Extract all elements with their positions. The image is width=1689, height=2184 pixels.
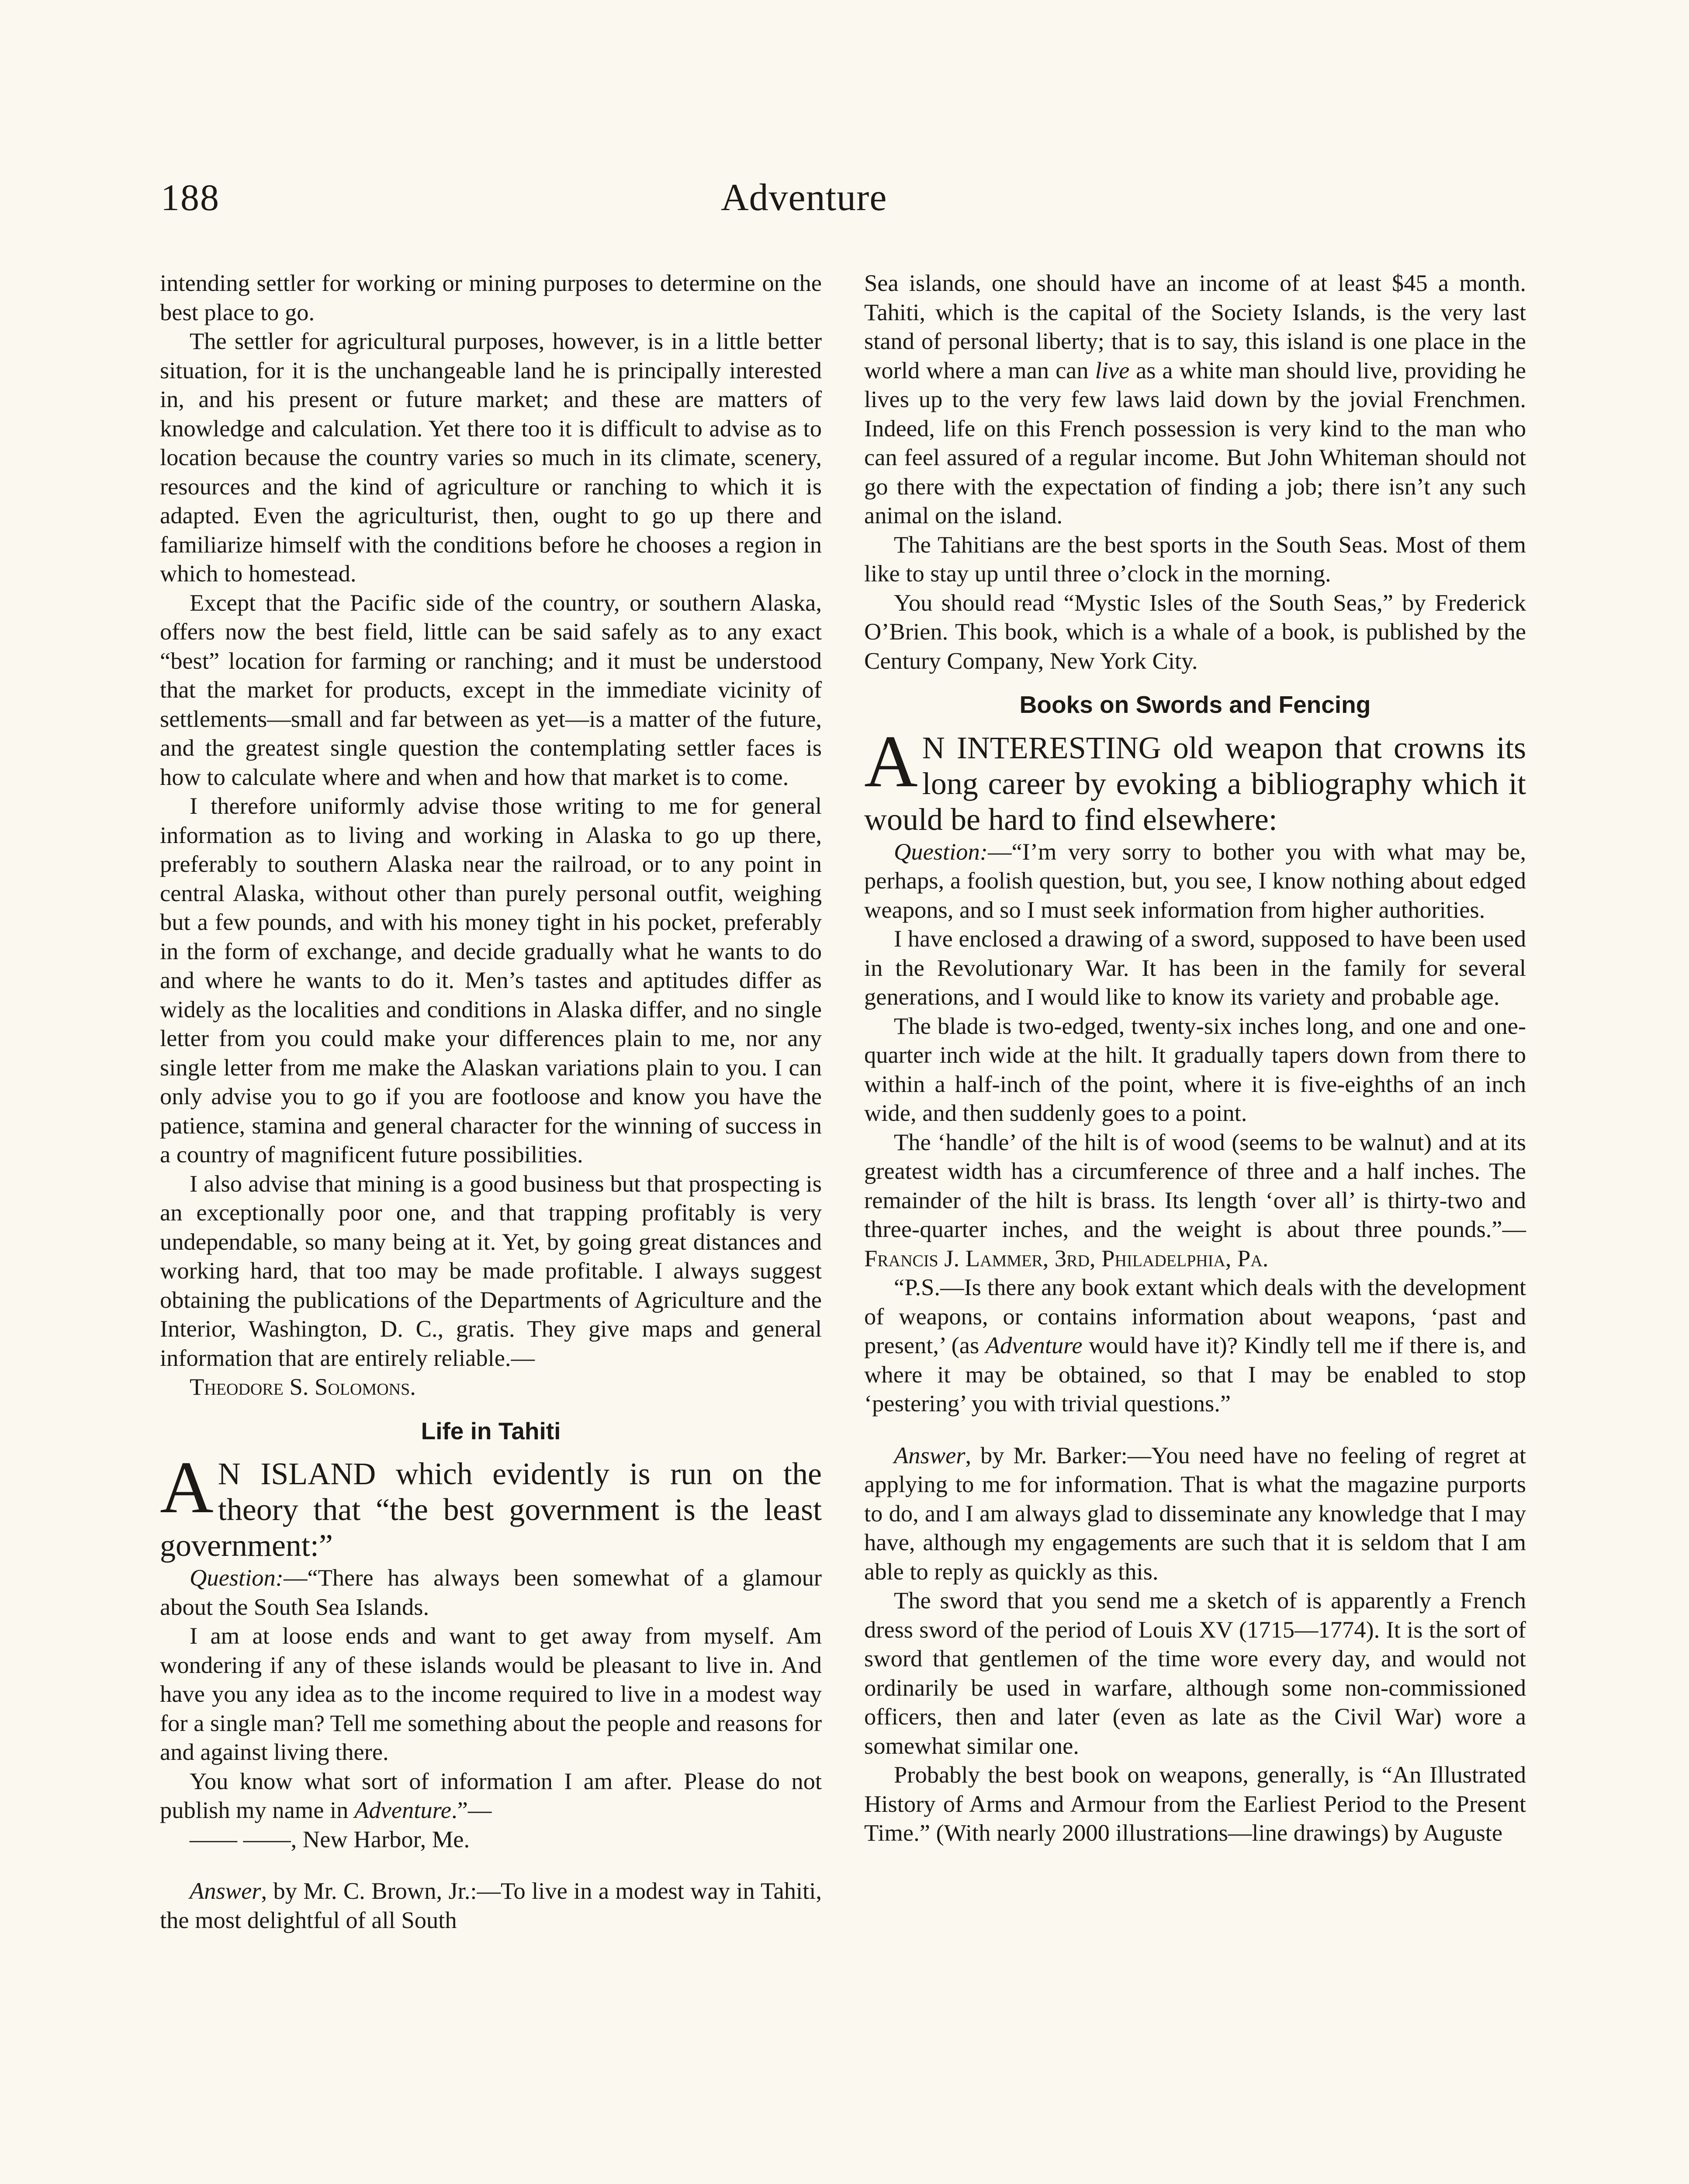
paragraph: —— ——, New Harbor, Me.	[190, 1825, 470, 1852]
paragraph	[864, 1273, 1526, 1418]
paragraph: intending settler for working or mining purposes to determine on the best place to go.	[160, 270, 822, 325]
running-head-title: Adventure	[721, 176, 887, 219]
section-lede	[864, 720, 1526, 837]
text: would have it)? Kindly tell me if there is, and where it may be obtained, so that I may be enabled to stop ‘pestering’ you with trivial questions.”	[864, 1332, 1526, 1417]
text: “P.S.—Is there any book extant which deals with the development of weapons, or contains information about weapons, ‘past and present,’ (as	[864, 1274, 1526, 1358]
question-label: Question:	[894, 838, 988, 865]
text: You know what sort of information I am after. Please do not publish my name in	[160, 1767, 822, 1823]
paragraph: Except that the Pacific side of the country, or southern Alaska, offers now the best field, little can be said safely as to any exact “best” location for farming or ranching; and it must be understood that the market for products, except in the immediate vicinity of settlements—small and far between as yet—is a matter of the future, and the greatest single question the contemplating settler faces is how to calculate where and when and how that market is to come.	[160, 589, 822, 790]
paragraph	[160, 1767, 822, 1825]
answer-paragraph	[864, 1441, 1526, 1586]
page-number: 188	[161, 176, 220, 218]
signature-name: Theodore S. Solomons.	[190, 1373, 416, 1400]
paragraph: Probably the best book on weapons, generally, is “An Illustrated History of Arms and Armour from the Earliest Period to the Present Time.” (With nearly 2000 illustrations—line drawings) by Auguste	[864, 1761, 1526, 1846]
italic-text: Adventure	[354, 1797, 452, 1823]
italic-text: Adventure	[985, 1332, 1083, 1358]
answer-label: Answer	[894, 1441, 966, 1469]
text: Sea islands, one should have an income of at least $45 a month. Tahiti, which is the capital of the Society Islands, is the very last stand of personal liberty; that is to say, this island is one place in the world where a man can	[864, 270, 1526, 384]
question-label: Question:	[190, 1564, 284, 1591]
paragraph: I also advise that mining is a good business but that prospecting is an exceptionally poor one, and that trapping profitably is very undependable, so many being at it. Yet, by going great distances and working hard, that too may be made profitable. I always suggest obtaining the publications of the Departments of Agriculture and the Interior, Washington, D. C., gratis. They give maps and general information that are entirely reliable.—	[160, 1170, 822, 1371]
paragraph: The blade is two-edged, twenty-six inches long, and one and one-quarter inch wide at the hilt. It gradually tapers down from there to within a half-inch of the point, where it is five-eighths of an inch wide, and then suddenly goes to a point.	[864, 1012, 1526, 1126]
text: .”—	[451, 1797, 492, 1823]
question-text: —“There has always been somewhat of a glamour about the South Sea Islands.	[160, 1564, 822, 1620]
lede-text: N INTERESTING old weapon that crowns its long career by evoking a bibliography which it would be hard to find elsewhere:	[864, 730, 1526, 837]
paragraph	[864, 1128, 1526, 1273]
text: as a white man should live, providing he lives up to the very few laws laid down by the jovial Frenchmen. Indeed, life on this French possession is very kind to the man who can feel assured of a regular income. But John Whiteman should not go there with the expectation of finding a job; there isn’t any such animal on the island.	[864, 356, 1526, 529]
question-text: —“I’m very sorry to bother you with what may be, perhaps, a foolish question, but, you see, I know nothing about edged weapons, and so I must seek information from higher authorities.	[864, 838, 1526, 923]
left-column	[160, 269, 822, 1935]
right-column	[864, 269, 1526, 1848]
paragraph: I therefore uniformly advise those writing to me for general information as to living and working in Alaska to go up there, preferably to southern Alaska near the railroad, or to any point in central Alaska, without other than purely personal outfit, weighing but a few pounds, and with his money tight in his pocket, preferably in the form of exchange, and decide gradually what he wants to do and where he wants to do it. Men’s tastes and aptitudes differ as widely as the localities and conditions in Alaska differ, and no single letter from you could make your differences plain to me, nor any single letter from me make the Alaskan variations plain to you. I can only advise you to go if you are footloose and know you have the patience, stamina and general character for the winning of success in a country of magnificent future possibilities.	[160, 792, 822, 1168]
question-paragraph	[864, 837, 1526, 925]
letter-signature: Francis J. Lammer, 3rd, Philadelphia, Pa.	[864, 1244, 1269, 1272]
section-lede	[160, 1446, 822, 1563]
drop-cap: A	[160, 1446, 214, 1528]
answer-text: , by Mr. C. Brown, Jr.:—To live in a modest way in Tahiti, the most delightful of all South	[160, 1877, 822, 1933]
signature	[160, 1372, 822, 1402]
answer-text: , by Mr. Barker:—You need have no feeling of regret at applying to me for information. That is what the magazine purports to do, and I am always glad to disseminate any knowledge that I may have, although my engagements are such that it is seldom that I am able to reply as quickly as this.	[864, 1441, 1526, 1585]
question-paragraph	[160, 1563, 822, 1621]
paragraph	[864, 269, 1526, 530]
paragraph: The sword that you send me a sketch of is apparently a French dress sword of the period of Louis XV (1715—1774). It is the sort of sword that gentlemen of the time wore every day, and would not ordinarily be used in warfare, although some non-commissioned officers, then and later (even as late as the Civil War) wore a somewhat similar one.	[864, 1587, 1526, 1759]
drop-cap: A	[864, 720, 918, 802]
section-heading-swords: Books on Swords and Fencing	[1019, 691, 1371, 718]
section-heading-life-in-tahiti: Life in Tahiti	[421, 1417, 561, 1444]
answer-label: Answer	[190, 1877, 261, 1904]
answer-paragraph	[160, 1876, 822, 1935]
lede-text: N ISLAND which evidently is run on the theory that “the best government is the least government:”	[160, 1456, 822, 1563]
text: The ‘handle’ of the hilt is of wood (seems to be walnut) and at its greatest width has a circumference of three and a half inches. The remainder of the hilt is brass. Its length ‘over all’ is thirty-two and three-quarter inches, and the weight is about three pounds.”—	[864, 1128, 1526, 1242]
paragraph: I have enclosed a drawing of a sword, supposed to have been used in the Revolutionary War. It has been in the family for several generations, and I would like to know its variety and probable age.	[864, 925, 1526, 1010]
paragraph: I am at loose ends and want to get away from myself. Am wondering if any of these islands would be pleasant to live in. And have you any idea as to the income required to live in a modest way for a single man? Tell me something about the people and reasons for and against living there.	[160, 1622, 822, 1765]
italic-text: live	[1095, 356, 1130, 384]
paragraph: You should read “Mystic Isles of the South Seas,” by Frederick O’Brien. This book, which is a whale of a book, is published by the Century Company, New York City.	[864, 589, 1526, 674]
paragraph: The settler for agricultural purposes, however, is in a little better situation, for it is the unchangeable land he is principally interested in, and his present or future market; and these are matters of knowledge and calculation. Yet there too it is difficult to advise as to location because the country varies so much in its climate, scenery, resources and the kind of agriculture or ranching to which it is adapted. Even the agriculturist, then, ought to go up there and familiarize himself with the conditions before he chooses a region in which to homestead.	[160, 328, 822, 587]
paragraph: The Tahitians are the best sports in the South Seas. Most of them like to stay up until three o’clock in the morning.	[864, 531, 1526, 587]
